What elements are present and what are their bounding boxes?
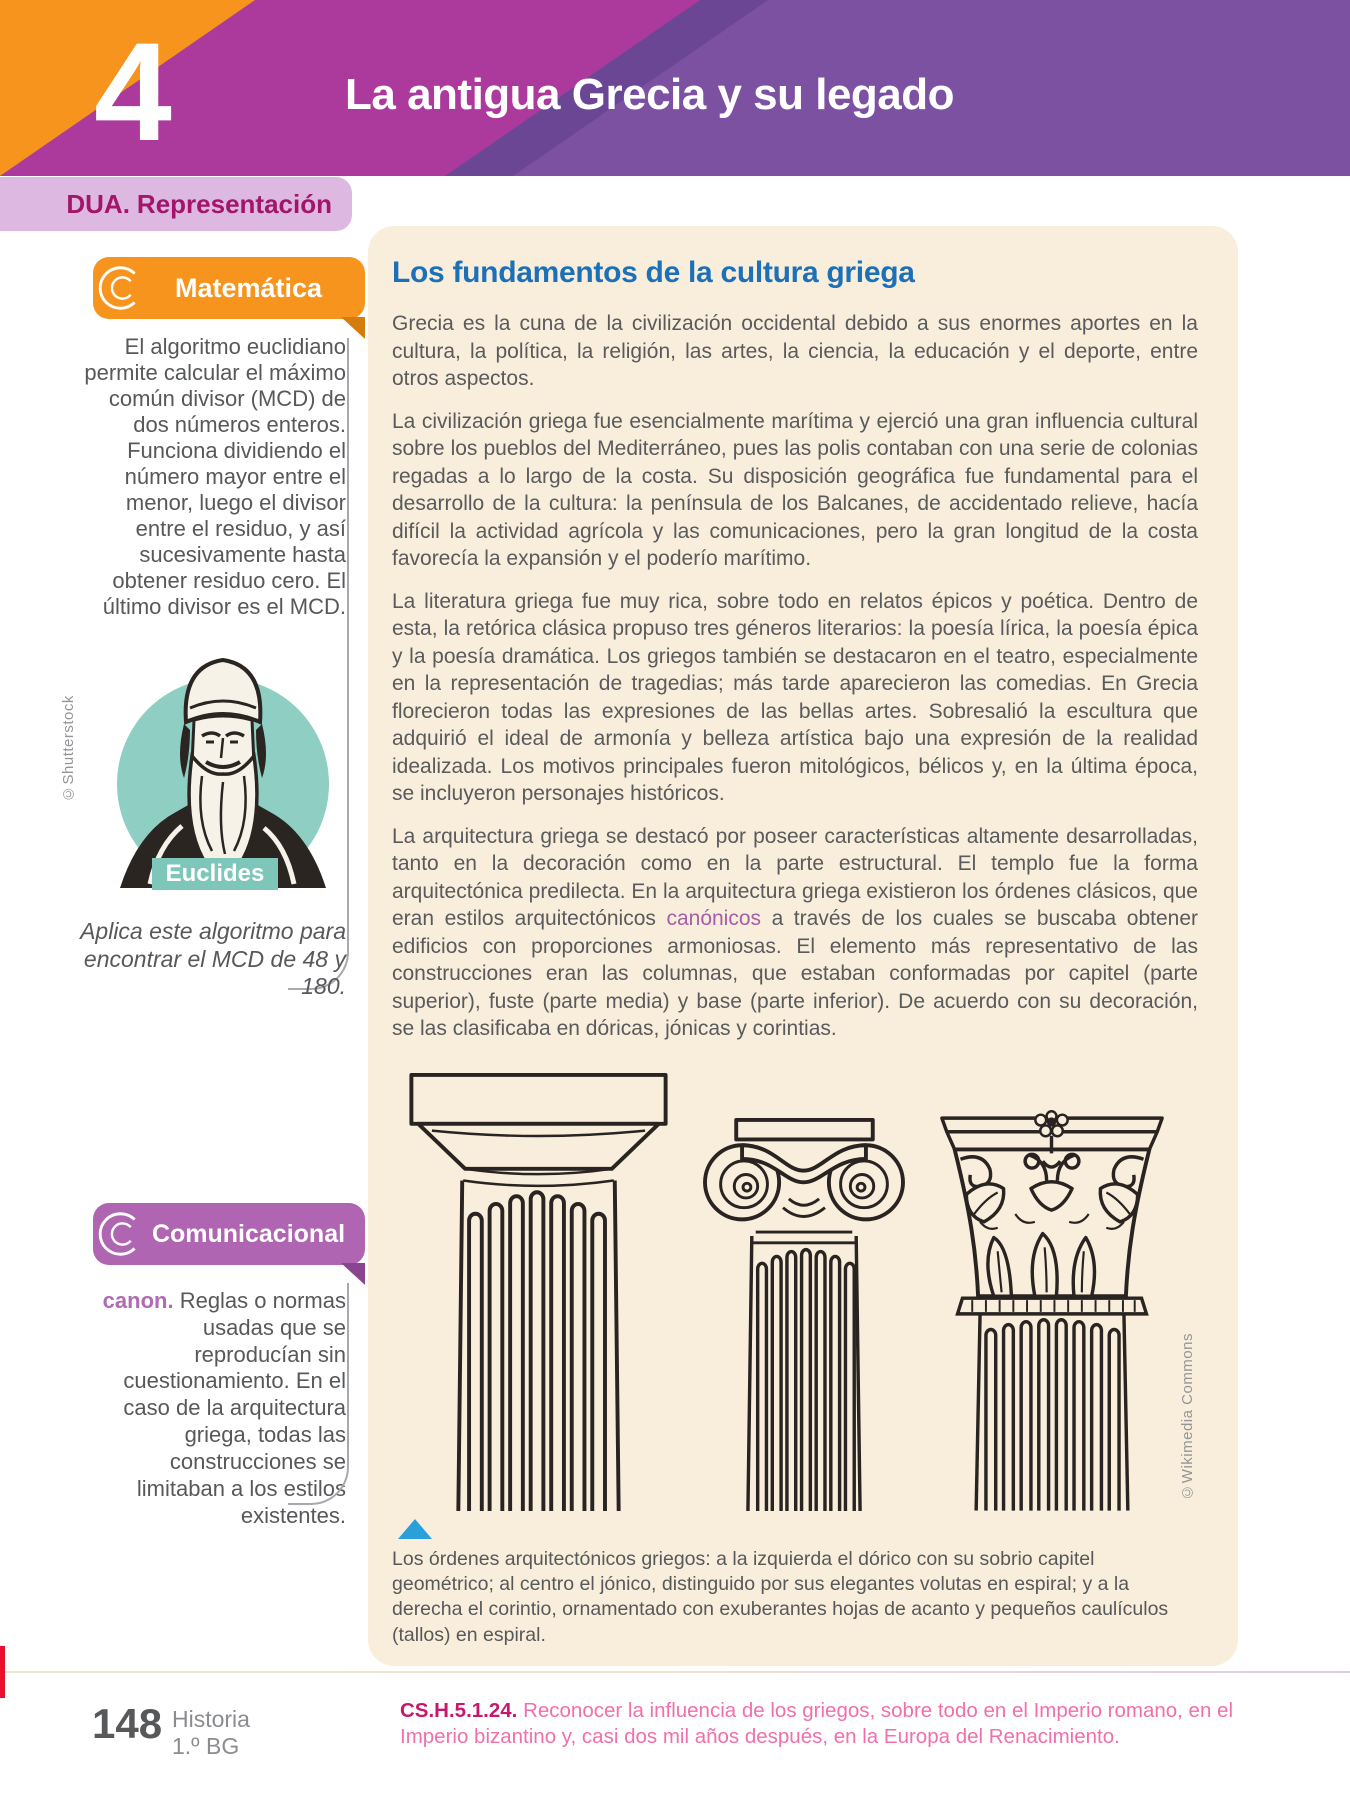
- course-label: [172, 1706, 250, 1760]
- math-tab-label: Matemática: [174, 272, 323, 303]
- chapter-header-banner: [0, 0, 1350, 176]
- comm-tab-label: Comunicacional: [151, 1219, 346, 1248]
- course-grade: 1.º BG: [172, 1733, 240, 1760]
- paragraph-2: La civilización griega fue esencialmente marítima y ejerció una gran influencia cultural sobre los pueblos del Mediterráneo, pues las polis contaban con una serie de colonias regadas a lo largo de la costa. Su disposición geográfica fue fundamental para el desarrollo de la cultura: la península de los Balcanes, de accidentado relieve, hacía difícil la actividad agrícola y las comunicaciones, pero la gran longitud de la costa favorecía la expansión y el poderío marítimo.: [392, 409, 1198, 570]
- chapter-title: La antigua Grecia y su legado: [345, 70, 955, 119]
- paragraph-3: La literatura griega fue muy rica, sobre todo en relatos épicos y poética. Dentro de esta, la retórica clásica propuso tres géneros literarios: la poesía lírica, la poesía épica y la poesía dramática. Los griegos también se destacaron en el teatro, especialmente en la representación de tragedias; más tarde aparecieron las comedias. En Grecia florecieron todas las expresiones de las bellas artes. Sobresalió la escultura que adquirió el ideal de armonía y belleza artística bajo una expresión de la realidad idealizada. Los motivos principales fueron mitológicos, bélicos y, en la última época, se incluyeron personajes históricos.: [392, 589, 1198, 805]
- highlighted-term-canonicos: canónicos: [666, 907, 762, 930]
- comm-box-tab: [93, 1203, 365, 1265]
- math-activity-prompt: Aplica este algoritmo para encontrar el MCD de 48 y 180.: [80, 918, 346, 1000]
- paragraph-4: [392, 823, 1198, 1043]
- course-subject: Historia: [172, 1706, 250, 1732]
- euclides-name-label: Euclides: [152, 858, 278, 890]
- paragraph-1: Grecia es la cuna de la civilización occidental debido a sus enormes aportes en la cultura, la política, la religión, las artes, la ciencia, la educación y el deporte, entre otros aspectos.: [392, 312, 1198, 390]
- math-box-tab: [93, 257, 365, 319]
- glossary-term: canon.: [102, 1288, 174, 1313]
- section-heading: Los fundamentos de la cultura griega: [392, 256, 915, 289]
- math-box-body: El algoritmo euclidiano permite calcular el máximo común divisor (MCD) de dos números enteros. Funciona dividiendo el número mayor entre el menor, luego el divisor entre el residuo, y así sucesivamente hasta obtener residuo cero. El último divisor es el MCD.: [84, 334, 346, 619]
- curriculum-standard: [400, 1698, 1248, 1750]
- curriculum-c-icon: [96, 1207, 150, 1261]
- dua-representation-band: [0, 177, 352, 231]
- ionic-column-illustration: [699, 1116, 909, 1511]
- print-registration-mark: [0, 1646, 5, 1698]
- wikimedia-credit: ©Wikimedia Commons: [1179, 1332, 1196, 1501]
- glossary-definition: Reglas o normas usadas que se reproducían sin cuestionamiento. En el caso de la arquitectura griega, todas las construcciones se limitaban a los estilos existentes.: [123, 1288, 346, 1528]
- lesson-content-panel: [368, 226, 1238, 1666]
- caption-triangle-icon: [398, 1519, 432, 1539]
- standard-code: CS.H.5.1.24.: [400, 1699, 518, 1722]
- paragraph-4-end: a través de los cuales se buscaba obtener edificios con proporciones armoniosas. El elemento más representativo de las construcciones eran las columnas, que estaban conformadas por capitel (parte superior), fuste (parte media) y base (parte inferior). De acuerdo con su decoración, se las clasificaba en dóricas, jónicas y corintias.: [392, 907, 1199, 1040]
- dua-label: DUA.: [66, 188, 130, 219]
- footer-divider: [0, 1671, 1350, 1673]
- figure-caption: Los órdenes arquitectónicos griegos: a la izquierda el dórico con su sobrio capitel geométrico; al centro el jónico, distinguido por sus elegantes volutas en espiral; y a la derecha el corintio, ornamentado con exuberantes hojas de acanto y pequeños caulículos (tallos) en espiral.: [392, 1547, 1169, 1646]
- paragraph-4-start: La arquitectura griega se destacó por poseer características altamente desarrolladas, tanto en la decoración como en la parte estructural. El templo fue la forma arquitectónica predilecta. En la arquitectura griega existieron los órdenes clásicos, que eran estilos arquitectónicos: [392, 824, 1198, 930]
- comm-tab-fold: [341, 1263, 365, 1285]
- doric-column-illustration: [406, 1071, 671, 1511]
- figure-caption-block: [392, 1519, 1198, 1648]
- standard-text: Reconocer la influencia de los griegos, sobre todo en el Imperio romano, en el Imperio bizantino y, casi dos mil años después, en la Europa del Renacimiento.: [400, 1699, 1234, 1749]
- shutterstock-credit: ©Shutterstock: [60, 695, 77, 802]
- corinthian-column-illustration: [937, 1104, 1167, 1511]
- comm-box-border: [288, 1283, 349, 1505]
- dua-text: Representación: [136, 188, 332, 219]
- page-number: 148: [92, 1700, 163, 1747]
- chapter-number: 4: [94, 13, 172, 170]
- curriculum-c-icon: [96, 261, 150, 315]
- greek-orders-figure: [392, 1058, 1198, 1511]
